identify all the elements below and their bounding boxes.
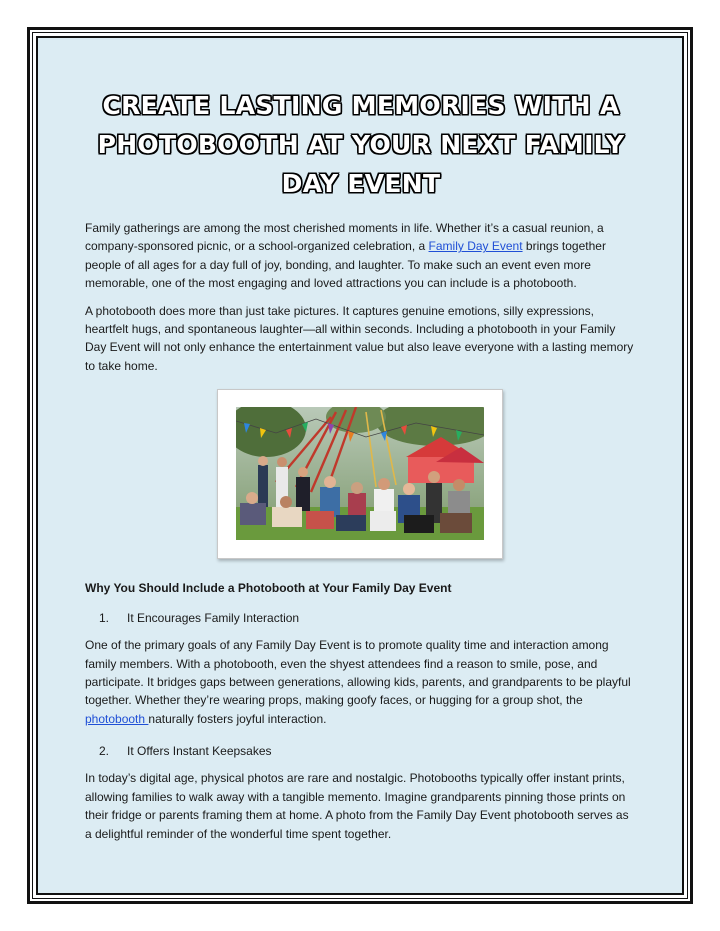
section-heading: Why You Should Include a Photobooth at Your Family Day Event bbox=[85, 581, 452, 596]
list-item-label: It Offers Instant Keepsakes bbox=[127, 744, 272, 759]
list-item-2 bbox=[99, 742, 637, 760]
interaction-text-after-link: naturally fosters joyful interaction. bbox=[148, 711, 327, 726]
festival-crowd-illustration bbox=[236, 407, 484, 540]
family-day-event-link[interactable]: Family Day Event bbox=[428, 239, 523, 254]
interaction-text-before-link: One of the primary goals of any Family Day Event is to promote quality time and interaction among family members. With a photobooth, even the shyest attendees find a reason to smile, pose, and participate. It bridges gaps between generations, allowing kids, parents, and grandparents to be playful together. Whether they’re wearing props, making goofy faces, or hugging for a group shot, the bbox=[85, 638, 631, 708]
intro-text-after-link: brings together people of all ages for a day full of joy, bonding, and laughter. To make such an event even more memorable, one of the most engaging and loved attractions you can include is a photobooth. bbox=[85, 239, 606, 291]
photobooth-paragraph: A photobooth does more than just take pictures. It captures genuine emotions, silly expressions, heartfelt hugs, and spontaneous laughter—all within seconds. Including a photobooth in your Family Day Event will not only enhance the entertainment value but also leave everyone with a lasting memory to take home. bbox=[85, 303, 634, 373]
list-number: 2. bbox=[99, 744, 110, 759]
interaction-paragraph bbox=[85, 636, 637, 728]
list-item-1 bbox=[99, 609, 637, 627]
intro-text-before-link: Family gatherings are among the most cherished moments in life. Whether it’s a casual reunion, a company-sponsored picnic, or a school-organized celebration, a bbox=[85, 221, 604, 254]
list-item-label: It Encourages Family Interaction bbox=[127, 611, 300, 626]
intro-paragraph bbox=[85, 219, 637, 293]
photo-frame bbox=[217, 389, 503, 559]
festival-crowd-photo bbox=[236, 407, 484, 540]
photobooth-link[interactable]: photobooth bbox=[85, 711, 149, 726]
keepsakes-paragraph: In today’s digital age, physical photos are rare and nostalgic. Photobooths typically offer instant prints, allowing families to walk away with a tangible memento. Imagine grandparents pinning those prints on their fridge or parents framing them at home. A photo from the Family Day Event photobooth serves as a delightful reminder of the wonderful time spent together. bbox=[85, 771, 629, 841]
list-number: 1. bbox=[99, 611, 110, 626]
document-title: CREATE LASTING MEMORIES WITH A PHOTOBOOTH AT YOUR NEXT FAMILY DAY EVENT bbox=[97, 91, 625, 198]
document-content bbox=[85, 86, 637, 852]
